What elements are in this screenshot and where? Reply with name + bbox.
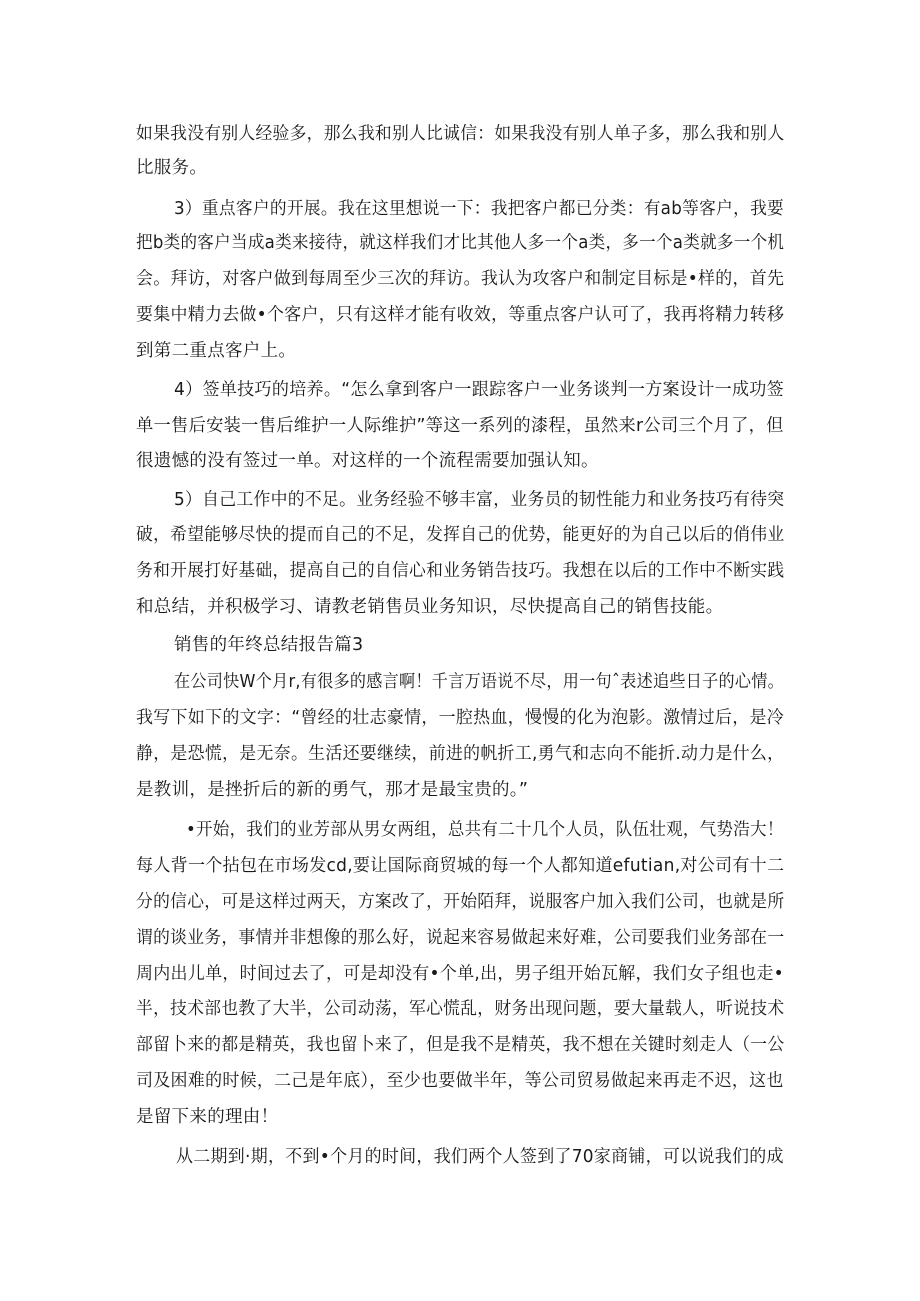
text-line: 如果我没有别人经验多，那么我和别人比诚信：如果我没有别人单子多，那么我和别人	[136, 124, 785, 144]
text-line: 部留卜来的都是精英，我也留卜来了，但是我不是精英，我不想在关键时刻走人（一公	[136, 1035, 785, 1055]
text-line: 半，技术部也教了大半，公司动荡，军心慌乱，财务出现问题，要大量载人，听说技术	[136, 999, 785, 1019]
text-line: 比服务。	[136, 158, 208, 178]
text-line: 谓的谈业务，事情并非想像的那么好，说起来容易做起来好难，公司要我们业务部在一	[136, 928, 785, 948]
text-line: 破，希望能够尽快的提而自己的不足，发挥自己的优势，能更好的为自己以后的俏伟业	[136, 525, 785, 545]
text-line: 到第二重点客户上。	[136, 341, 297, 361]
text-line: 务和开展打好基础，提高自己的自信心和业务销告技巧。我想在以后的工作中不断实践	[136, 561, 785, 581]
text-line: 是教训，是挫折后的新的勇气，那才是最宝贵的。”	[136, 780, 529, 800]
text-line: 和总结，并积极学习、请教老销售员业务知识，尽快提高自己的销售技能。	[136, 597, 724, 617]
text-line: 司及困难的时候，二己是年底），至少也要做半年，等公司贸易做起来再走不迟，这也	[136, 1071, 784, 1091]
text-line: 很遗憾的没有签过一单。对这样的一个流程需要加强认知。	[136, 451, 599, 471]
text-line: 单一售后安装一售后维护一人际维护”等这一系列的漆程，虽然来r公司三个月了，但	[136, 416, 784, 436]
text-line: 把b类的客户当成a类来接待，就这样我们才比其他人多一个a类，多一个a类就多一个机	[136, 233, 785, 253]
text-line: 要集中精力去做•个客户，只有这样才能有收效，等重点客户认可了，我再将精力转移	[136, 305, 785, 325]
text-line: 静，是恐慌，是无奈。生活还要继续，前进的帆折工,勇气和志向不能折.动力是什么，	[136, 744, 785, 764]
section-heading: 销售的年终总结报告篇3	[174, 635, 364, 655]
text-line: 3）重点客户的开展。我在这里想说一下：我把客户都已分类：有ab等客户，我要	[174, 199, 785, 219]
text-line: 5）自己工作中的不足。业务经验不够丰富，业务员的韧性能力和业务技巧有待突	[174, 490, 785, 510]
text-line: 是留下来的理由！	[136, 1107, 279, 1127]
text-line: 每人背一个拈包在市场发cd,要让国际商贸城的每一个人都知道efutian,对公司有十二	[136, 856, 785, 876]
text-line: 从二期到·期，不到•个月的时间，我们两个人签到了70家商铺，可以说我们的成	[176, 1147, 784, 1167]
text-line: 在公司快W个月r,有很多的感言啊！千言万语说不尽，用一句ˆ表述追些日子的心情。	[174, 672, 785, 692]
text-line: 4）签单技巧的培养。“怎么拿到客户一跟踪客户一业务谈判一方案设计一成功签	[174, 380, 784, 400]
text-line: 会。拜访，对客户做到每周至少三次的拜访。我认为攻客户和制定目标是•样的，首先	[136, 269, 785, 289]
text-line: 周内出儿单，时间过去了，可是却没有•个单,出，男子组开始瓦解，我们女子组也走•	[136, 964, 784, 984]
text-line: 分的信心，可是这样过两天，方案改了，开始陌拜，说服客户加入我们公司，也就是所	[136, 892, 785, 912]
text-line: •开始，我们的业芳部从男女两组，总共有二十几个人员，队伍壮观，气势浩大！	[186, 820, 784, 840]
text-line: 我写下如下的文字：“曾经的壮志豪情，一腔热血，慢慢的化为泡影。激情过后，是冷	[136, 708, 784, 728]
